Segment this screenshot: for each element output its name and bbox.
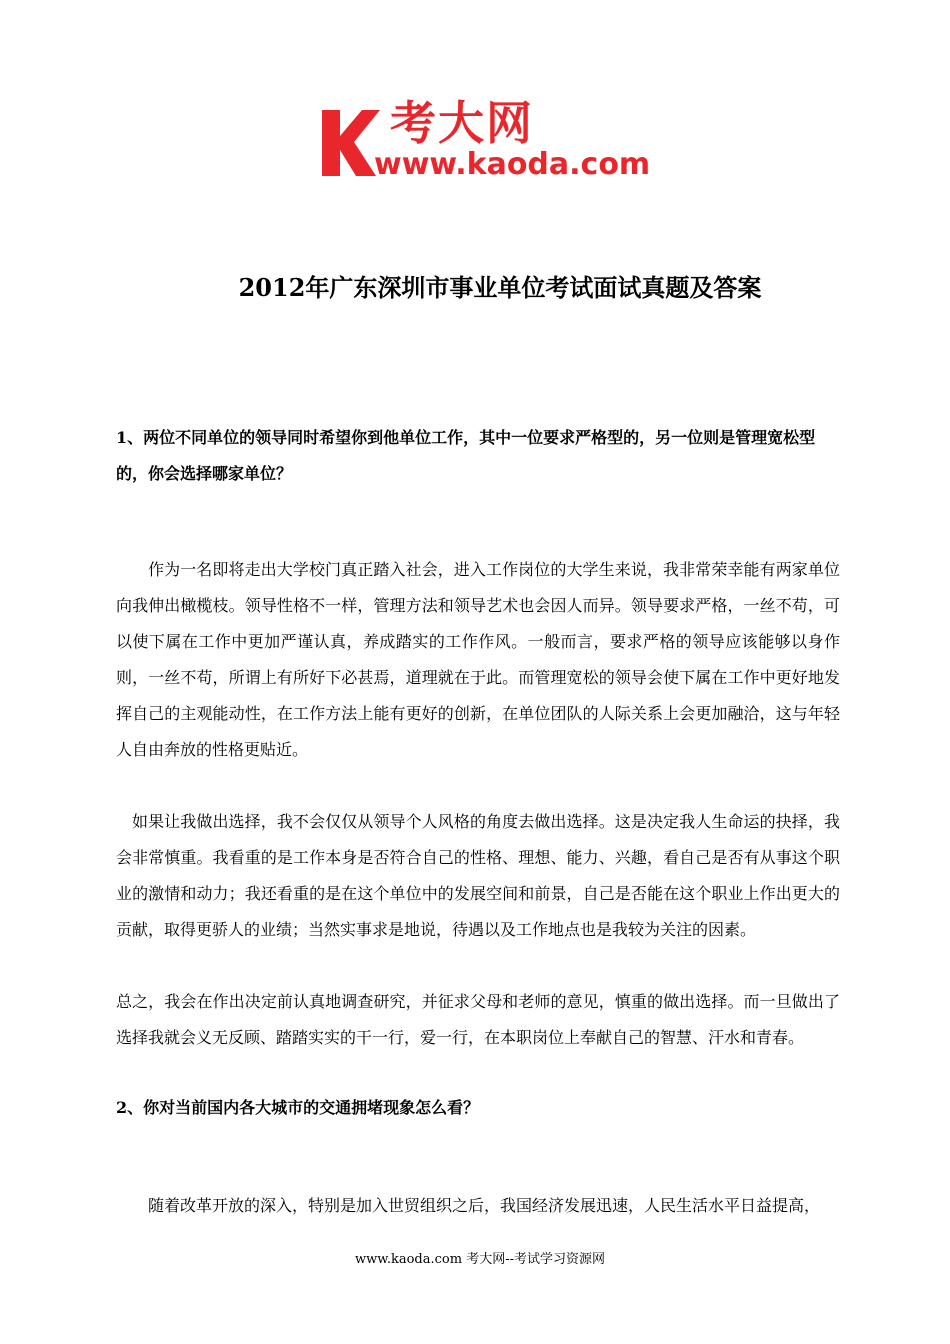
logo-brand-url: www.kaoda.com bbox=[374, 147, 651, 182]
answer-2-paragraph-1: 随着改革开放的深入，特别是加入世贸组织之后，我国经济发展迅速，人民生活水平日益提高， bbox=[148, 1196, 821, 1215]
logo-brand-cn: 考大网 bbox=[390, 96, 534, 150]
document-title: 2012年广东深圳市事业单位考试面试真题及答案 bbox=[238, 273, 762, 302]
question-1: 1、两位不同单位的领导同时希望你到他单位工作，其中一位要求严格型的，另一位则是管理宽松型的，你会选择哪家单位？ bbox=[116, 428, 816, 483]
kaoda-logo bbox=[318, 96, 651, 184]
answer-1-paragraph-3: 总之，我会在作出决定前认真地调查研究，并征求父母和老师的意见，慎重的做出选择。而一旦做出了选择我就会义无反顾、踏踏实实的干一行，爱一行，在本职岗位上奉献自己的智慧、汗水和青春。 bbox=[116, 992, 840, 1047]
answer-1-paragraph-2: 如果让我做出选择，我不会仅仅从领导个人风格的角度去做出选择。这是决定我人生命运的抉择，我会非常慎重。我看重的是工作本身是否符合自己的性格、理想、能力、兴趣，看自己是否有从事这个职业的激情和动力；我还看重的是在这个单位中的发展空间和前景，自己是否能在这个职业上作出更大的贡献，取得更骄人的业绩；当然实事求是地说，待遇以及工作地点也是我较为关注的因素。 bbox=[116, 812, 840, 939]
answer-1-paragraph-1: 作为一名即将走出大学校门真正踏入社会，进入工作岗位的大学生来说，我非常荣幸能有两家单位向我伸出橄榄枝。领导性格不一样，管理方法和领导艺术也会因人而异。领导要求严格，一丝不苟，可以使下属在工作中更加严谨认真，养成踏实的工作作风。一般而言，要求严格的领导应该能够以身作则，一丝不苟，所谓上有所好下必甚焉，道理就在于此。而管理宽松的领导会使下属在工作中更好地发挥自己的主观能动性，在工作方法上能有更好的创新，在单位团队的人际关系上会更加融洽，这与年轻人自由奔放的性格更贴近。 bbox=[116, 560, 840, 759]
page-footer: www.kaoda.com 考大网--考试学习资源网 bbox=[355, 1252, 605, 1267]
question-2: 2、你对当前国内各大城市的交通拥堵现象怎么看？ bbox=[116, 1098, 480, 1117]
